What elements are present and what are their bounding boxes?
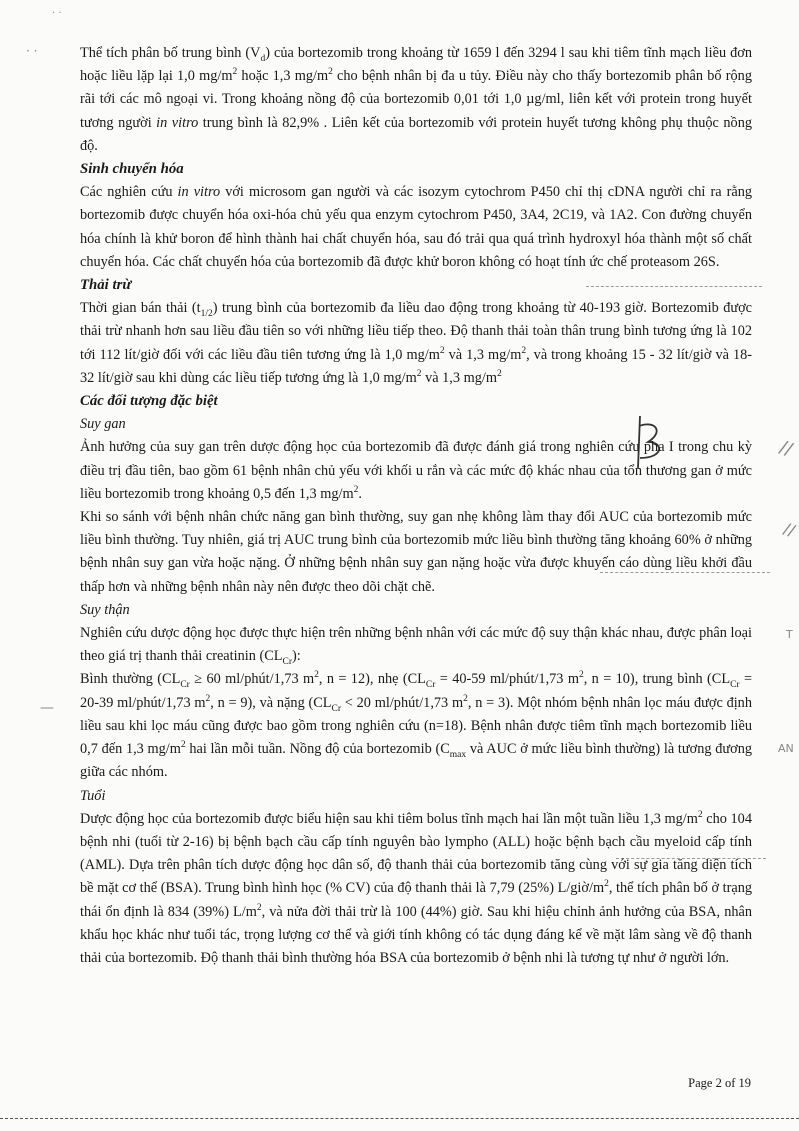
paragraph-renal-2: Bình thường ($CL_{Cr} \ge 60$ ml/phút/1,73 $m^2$, n = 12), nhẹ ($CL_{Cr} = 40-59$ ml/phút/1,73 $m^2$, n = 10), trung bình ($CL_{Cr} = 20-39$ ml/phút/1,73 $m^2$, n = 9), và nặng ($CL_{Cr} < 20$ ml/phút/1,73 $m^2$, n = 3). Một nhóm bệnh nhân lọc máu được định liều sau khi lọc máu cũng được bao gồm trong nghiên cứu (n=18). Bệnh nhân được tiêm tĩnh mạch bortezomib liều 0,7 đến 1,3 $mg/m^2$ hai lần mỗi tuần. Nồng độ của bortezomib ($C_{max}$ và AUC ở mức liều bình thường) là tương đương giữa các nhóm. <box>80 670 753 781</box>
paragraph-distribution: Thể tích phân bố trung bình $(V_d)$ của bortezomib trong khoảng từ 1659 l đến 3294 l sau khi tiêm tĩnh mạch liều đơn hoặc liều lặp lại 1,0 $mg/m^2$ hoặc 1,3 $mg/m^2$ cho bệnh nhân bị đa u tủy. Điều này cho thấy bortezomib phân bố rộng rãi tới các mô ngoại vi. Trong khoảng nồng độ của bortezomib 0,01 tới 1,0 µg/ml, liên kết với protein trong huyết tương người in vitro trung bình là 82,9% . Liên kết của bortezomib với protein huyết tương không phụ thuộc nồng độ. <box>80 45 752 154</box>
page-number: Page 2 of 19 <box>688 1076 751 1090</box>
margin-mark-mid: // <box>781 518 798 541</box>
heading-special-populations: Các đối tượng đặc biệt <box>80 393 218 410</box>
paragraph-hepatic-2: Khi so sánh với bệnh nhân chức năng gan bình thường, suy gan nhẹ không làm thay đổi AUC của bortezomib mức liều bình thường. Tuy nhiên, giá trị AUC trung bình của bortezomib mức liều bình thường tăng khoảng 60% ở những bệnh nhân suy gan vừa hoặc nặng. Ở những bệnh nhân suy gan nặng hoặc vừa được khuyến cáo dùng liều khởi đầu thấp hơn và những bệnh nhân này nên được theo dõi chặt chẽ. <box>80 509 752 595</box>
subheading-hepatic: Suy gan <box>80 416 126 433</box>
margin-mark-t: T <box>786 628 793 641</box>
paragraph-age: Dược động học của bortezomib được biểu hiện sau khi tiêm bolus tĩnh mạch hai lần một tuần liều 1,3 $mg/m^2$ cho 104 bệnh nhi (tuổi từ 2-16) bị bệnh bạch cầu cấp tính nguyên bào lympho (ALL) hoặc bệnh bạch cầu myeloid cấp tính (AML). Dựa trên phân tích dược động học dân số, độ thanh thải của bortezomib tăng cùng với sự gia tăng diện tích bề mặt cơ thể (BSA). Trung bình hình học (% CV) của độ thanh thải là 7,79 (25%) $L/giờ/m^2$, thể tích phân bố ở trạng thái ổn định là 834 (39%) $L/m^2$, và nửa đời thải trừ là 100 (44%) giờ. Sau khi hiệu chỉnh ảnh hưởng của BSA, nhân khẩu học khác như tuổi tác, trọng lượng cơ thể và giới tính không có tác dụng đáng kể về mặt lâm sàng về độ thanh thải của bortezomib. Độ thanh thải bình thường hóa BSA của bortezomib ở bệnh nhi là tương tự như ở người lớn. <box>80 809 752 966</box>
scan-speck-top-left: · · <box>52 8 62 19</box>
heading-elimination: Thải trừ <box>80 277 132 294</box>
scan-speck-left: · · <box>26 44 38 58</box>
document-body <box>80 42 752 970</box>
subheading-age: Tuổi <box>80 787 106 804</box>
paragraph-metabolism: Các nghiên cứu in vitro với microsom gan người và các isozym cytochrom P450 chỉ thị cDNA người chỉ ra rằng bortezomib được chuyển hóa oxi-hóa chủ yếu qua enzym cytochrom P450, 3A4, 2C19, và 1A2. Con đường chuyển hóa chính là khử boron để hình thành hai chất chuyển hóa, sau đó trải qua quá trình hydroxyl hóa thành một số chất chuyển hóa. Các chất chuyển hóa của bortezomib đã được khử boron không có hoạt tính ức chế proteasom 26S. <box>80 184 753 270</box>
margin-mark-an: AN <box>778 742 794 755</box>
margin-tick-left: — <box>40 700 54 716</box>
paragraph-renal-1: Nghiên cứu dược động học được thực hiện trên những bệnh nhân với các mức độ suy thận khác nhau, được phân loại theo giá trị thanh thải creatinin $(CL_{Cr})$: <box>80 625 752 668</box>
margin-mark-top: // <box>776 436 796 461</box>
paragraph-hepatic-1: Ảnh hưởng của suy gan trên dược động học của bortezomib đã được đánh giá trong nghiên cứu pha I trong chu kỳ điều trị đầu tiên, bao gồm 61 bệnh nhân chủ yếu với khối u rắn và các mức độ khác nhau của tổn thương gan ở mức liều bortezomib trong khoảng 0,5 đến 1,3 $mg/m^2$. <box>80 439 752 502</box>
subheading-renal: Suy thận <box>80 601 130 618</box>
heading-metabolism: Sinh chuyển hóa <box>80 161 184 178</box>
footer-rule <box>0 1118 799 1119</box>
paragraph-elimination: Thời gian bán thải $(t_{1/2})$ trung bình của bortezomib đa liều dao động trong khoảng từ 40-193 giờ. Bortezomib được thải trừ nhanh hơn sau liều đầu tiên so với những liều tiếp theo. Độ thanh thải toàn thân trung bình tương ứng là 102 tới 112 lít/giờ đối với các liều đầu tiên tương ứng là 1,0 $mg/m^2$ và 1,3 $mg/m^2$, và trong khoảng 15 - 32 lít/giờ và 18-32 lít/giờ sau khi dùng các liều tiếp tương ứng là 1,0 $mg/m^2$ và 1,3 $mg/m^2$ <box>80 300 753 386</box>
